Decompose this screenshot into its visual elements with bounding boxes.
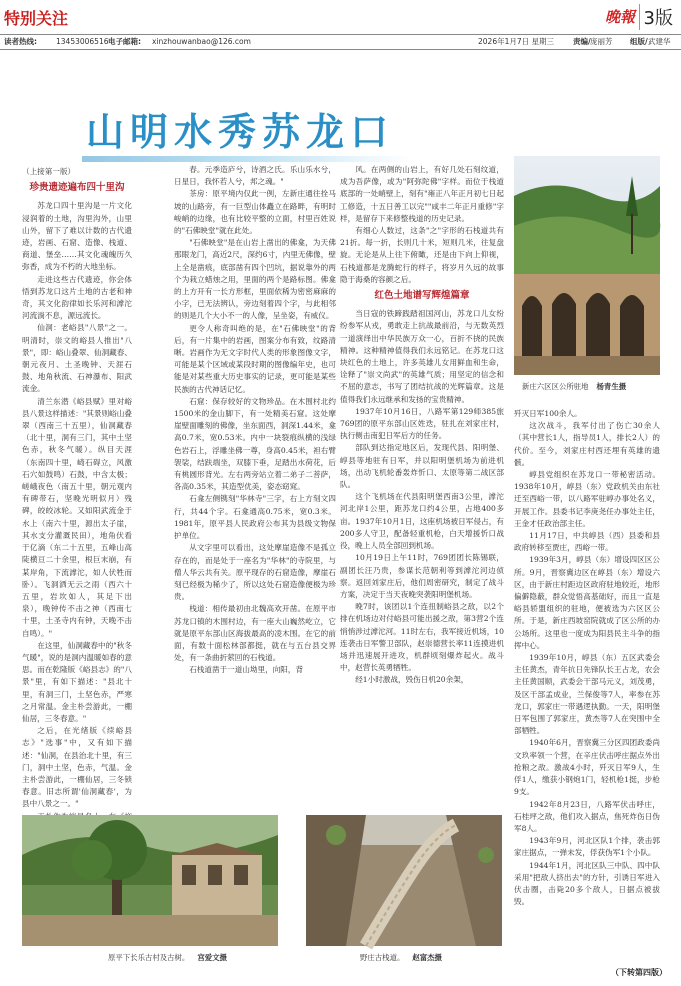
- paragraph: 1943年9月，河北区队1个排，袭击郭家庄据点，一弹未发，俘获伪军1个小队。: [514, 836, 660, 858]
- reader-phone: 13453006516: [56, 37, 109, 46]
- issue-date: 2026年1月7日 星期三: [478, 37, 555, 46]
- paragraph: 经1小时激战，毁伤日机20余架，: [355, 675, 469, 685]
- photo-caption-3: [360, 952, 442, 963]
- paragraph: 这次战斗，我军付出了伤亡30余人（其中营长1人，指导员1人，排长2人）的代价。至今，刘家庄村西还埋有英雄的遗骸。: [514, 421, 660, 467]
- continued-note: （上接第一版）: [22, 167, 76, 176]
- photo-caption-2: [108, 952, 227, 963]
- editor-name: 庞丽芳: [590, 37, 613, 46]
- photo-caption-1: [522, 381, 626, 392]
- paragraph: 11月17日，中共崞县（西）县委和县政府转移至贾庄，西峪一带。: [514, 531, 660, 553]
- email-label: 电子邮箱:: [108, 37, 141, 46]
- email-address[interactable]: xinzhouwanbao@126.com: [152, 37, 251, 46]
- paragraph: 风。在两侧的山岩上，有好几处石刻纹道，成为吾萨像，或为"阿弥陀佛"字样。而位于栈道底部的一处峭壁上，刻有"雍正八年正月初七日起工修造，十五日善工以完""咸丰二年正月重修"字样，是留存下来修整栈道的历史记录。: [340, 165, 504, 223]
- paragraph: 清兰东潜《峪县赋》里对峪县八景这样描述："其景则峪山叠翠（西南三十五里），仙洞藏春（北十里，洞有三门，其中土坚色赤，秋冬气暖）。纵目天涯（东南四十里，崎石碍立，风激石穴如鼓鸣）石鼓，中含太极；嵯峨夜色（南五十里，朝元观内有碑带石，坚晚光明似月）残碑，皎皎冰轮。又如阳武流金于水上（南六十里，源出太子崖，其水支分灌溉民田），地角伏看于亿滴（东二十五里，五峰山高陡横亘二十余里，根巨末崩，有某岸角，下流滹沱，如人伏牲而卧）。飞洞洒无云之雨（西六十五里，岩坎如人，其足下出泉），晚钟传不击之神（西南七十里，土圣寺内有钟，天晚不击自鸣）。": [22, 396, 132, 638]
- paragraph: 石龛左侧镌刻"华林寺"三字，右上方刻文四行，共44个字。石龛通高0.75米，宽0.3米。1981年，原平县人民政府公布其为县级文物保护单位。: [174, 494, 336, 541]
- section-title: 特别关注: [4, 9, 69, 28]
- page-header: [0, 0, 681, 34]
- article-title: 山明水秀苏龙口: [86, 101, 394, 156]
- paragraph: 1944年1月，河北区队三中队、四中队采用"把敌人挤出去"的方针，引诱日军进入伏击圈，击毙20多个敌人，日据点被拔毁。: [514, 860, 660, 907]
- paragraph: 仙洞：老峪县"八景"之一。明清时，崇文的峪县人推出"八景"，即：峪山叠翠、仙洞藏春、朝元夜月、土圣晚钟、天涯石鼓、地角秋流、石神瀑布、阳武流金。: [22, 323, 132, 394]
- paragraph: 歼灭日军100余人。: [514, 409, 582, 418]
- paragraph: "石佛映堂"是在山岩上凿出的佛龛，为天佛那眼龙门，高近2尺，深约6寸，内里无佛像，壁上全是凿痕，底部凿有四个凹坑，据说靠外的两个为栽立蜡烛之用，里面的两个是路标图。佛龛的上方开有一长方形框，里面依稀为密密麻麻的小字，已无法辨认，旁边刻着四个字，与此相邻的则是几个大小不一的人像，呈坐姿，有威仪。: [174, 238, 336, 321]
- hotline-bar: [0, 34, 681, 50]
- paragraph: 崞县党组织在苏龙口一带秘密活动。1938年10月，崞县（东）党政机关由东社迁至西峪一带，以八路军驻崞办事处名义，开展工作。县委书记李庚尧任办事处主任，王金才任政治部主任。: [514, 470, 660, 528]
- paragraph: 部队到达指定地区后，发现代县、阳明堡、崞县等地驻有日军，并以阳明堡机场为前进机场，出动飞机轮番轰炸忻口、太原等第二战区部队。: [340, 443, 504, 490]
- reader-label: 读者热线:: [4, 37, 37, 46]
- paragraph: 栈道：相传最初由北魏高欢开凿。在原平市苏龙口镇的木围村边，有一座大山巍然屹立，它就是原平东部山区海拔最高的凌木围。在它的前面，有数十面松林部都挺，就在与五台县交界处，有一条曲折萦回的石栈道。: [174, 604, 336, 663]
- photo-plank-road: [306, 815, 502, 946]
- paragraph: 石窟：保存较好的文物珍品。在木围村北约1500米的金山脚下，有一处精美石窟。这处摩崖壁面雕刻的佛像，坐东面西，洞深1.44米，龛高0.7米，宽0.53米。内中一块裂痕纵横的浅绿色岩石上，浮雕坐佛一尊，身高0.45米，袒右臂袈裟，结趺端坐，双膝下垂，足踏出水荷花，后有桃圆形背光。左右两旁站立着二弟子二菩萨，各高0.35米，其造型优美，姿态窈窕。: [174, 396, 336, 492]
- caption-author: 宫爱文摄: [197, 953, 227, 962]
- photo-ancient-tree: [22, 815, 278, 946]
- caption-author: 杨青生摄: [596, 382, 627, 391]
- newspaper-logo: 晚報: [604, 8, 635, 26]
- paragraph: 从文字里可以看出，这处摩崖造像不是孤立存在的，而是处于一座名为"华林"的寺院里，与僧人华云共有关。原平现存的石窟造像，摩崖石刻已经极为稀少了，所以这处石窟造像便极为珍贵。: [174, 543, 336, 602]
- photo-cave-dwellings: [514, 156, 660, 375]
- paragraph: 在这里，仙洞藏春中的"秋冬气暖"，说的是洞内温暖如春的意思。而在乾隆版《峪县志》的"八景"里，有如下描述："县北十里，有洞三门，土坚色赤，严寒之月常温。金主朴尝游此，一棚仙居，三冬春意。": [22, 640, 132, 723]
- page-number: 3版: [639, 4, 673, 30]
- paragraph: 这个飞机场在代县阳明堡西南3公里，滹沱河北岸1公里，距苏龙口约4公里，占地400多亩。1937年10月1日，这座机场被日军侵占，有200多人守卫，配备轻重机枪，白天增援忻口战役，晚上人员全部回到机场。: [340, 492, 504, 551]
- article-column-2: [174, 164, 336, 809]
- caption-author: 赵富杰摄: [412, 953, 442, 962]
- paragraph: 石栈道凿于一道山坳里，向阳，背: [189, 665, 304, 675]
- layout-label: 组版/: [630, 37, 648, 46]
- caption-text: 野庄古栈道。: [360, 953, 405, 962]
- editor-label: 责编/: [573, 37, 591, 46]
- subhead-red-land: 红色土地谱写辉煌篇章: [374, 290, 470, 302]
- article-column-3: [340, 164, 504, 809]
- paragraph: 当日寇的铁蹄践踏祖国河山，苏龙口儿女纷纷参军从戎，勇敢走上抗战最前沿，与无数英烈一道演绎出中华民族万众一心，百折不挠的民族精神。这种精神值得我们永远铭记。在苏龙口这块红色的土地上，许多英雄儿女用鲜血和生命，诠释了"崇文尚武"的英雄气质；用坚定的信念和不屈的意志，书写了团结抗战的光辉篇章。这是值得我们永远继承和发扬的宝贵精神。: [340, 309, 504, 404]
- paragraph: 有细心人数过，这条"之"字形的石栈道共有21折。每一折，长则几十米，短则几米，往复盘旋。无论是从上往下俯瞰，还是由下向上仰视，石栈道都是龙腾蛇行的样子，将岁月久远的故事隐于海桑的容颜之后。: [340, 226, 504, 284]
- paragraph: 1942年8月23日，八路军伏击呼庄，石桂坪之敌，他们攻入据点，焦死炸伤日伪军8人。: [514, 799, 660, 833]
- layout-name: 武建华: [648, 37, 671, 46]
- continued-footer: （下转第四版）: [611, 968, 667, 977]
- paragraph: 春。元季造庐兮，诗酒之氏。乐山乐水兮，日星日，我怀若人兮，邦之魂。": [174, 165, 336, 187]
- paragraph: 1939年10月，崞县（东）五区武委会主任黄杰，青年抗日先锋队长王占龙，农会主任黄国顺，武委会干部马元义，刘茂勇，及区干部孟成业，兰保俊等7人，率参在苏龙口，郭家庄一带遇逻执勤。一天，阳明堡日军包围了郭家庄，黄杰等7人在突围中全部牺牲。: [514, 653, 660, 736]
- paragraph: 更令人称奇叫绝的是，在"石佛映堂"的背后，有一片集中的岩画，图案分布有致，纹路清晰。岩画作为无文字时代人类的形象图像文字，可能是某个区域或某段时期的图像编年史，也可能是对某些重大历史事实的记录，更可能是某些民族的古代神话记忆。: [174, 323, 336, 394]
- paragraph: 1939年3月，崞县（东）增设四区区公所。9月，晋察冀边区在崞县（东）增设六区，由于新庄村距边区政府驻地较近，地形偏僻隐蔽，群众觉悟高基础好，而且一直是峪县轿盟组织的驻地，便被选为六区区公所。于是，新庄西坡窑院就成了区公所的办公场所。这里也一度成为阳县民主斗争的指挥中心。: [514, 555, 660, 650]
- paragraph: 10月19日上午11时，769团团长陈锡联，副团长汪乃贵，参谋长范朝利等到滹沱河边侦察。返回刘家庄后，他们周密研究，制定了战斗方案，决定于当天夜晚突袭阳明堡机场。: [340, 553, 504, 599]
- paragraph: 1940年6月，晋察冀三分区四团政委尚文玖率领一个营，在辛庄伏击呼庄据点外出抢粮之敌。激战4小时，歼灭日军9人，生俘1人，缴获小钢炮1门，轻机枪1挺，步枪9支。: [514, 738, 660, 797]
- article-column-4: [514, 408, 660, 963]
- paragraph: 1937年10月16日，八路军第129师385旅769团的原平东部山区姓迭，驻扎在刘家庄村，执行侧击南犯日军后方的任务。: [340, 406, 504, 441]
- article-column-1: [22, 164, 132, 809]
- subhead-relics: 珍贵遗迹遍布四十里沟: [29, 182, 125, 194]
- paragraph: 茶房：原平境内仅此一例，左新庄通往拴马坡的山路旁，有一巨型山体矗立在路畔，有明时峻峭的边缘，也有比较平整的立面，村里百姓说的"石佛映堂"就在此处。: [174, 189, 336, 236]
- paragraph: 走进这些古代遗迹，你会体悟到苏龙口这片土地的古老和神奇，其文化韵律如长乐河和滹沱河流淌不息，源远流长。: [22, 274, 132, 321]
- paragraph: 晚7时，该团以1个连扭制峪县之敌，以2个排在机场边对付峪县可能出援之敌，第3营2个连悄悄涉过滹沱河。11时左右，我军接近机场，10连袭击日军警卫部队，赵崇德营长率11连摸进机场并迅速展开进攻，机群顷刻爆炸起火。战斗中，赵营长英勇牺牲。: [340, 602, 504, 673]
- paragraph: 苏龙口四十里沟是一片文化浸润着的土地，沟里沟外，山里山外，留下了难以计数的古代遗迹，岩画、石窟、造像、栈道、商道、堡垒……其文化魂魄历久弥香，成为不朽的大地坐标。: [22, 201, 132, 272]
- caption-text: 原平下长乐古村及古树。: [108, 953, 190, 962]
- caption-text: 新庄六区区公所驻地: [522, 382, 589, 391]
- paragraph: 之后，在光绪版《续峪县志》"选事"中，又有如下描述："仙洞，在县治北十里，有三门，洞中土坚，色赤，气温。金主朴尝游此，一棚仙居，三冬锁春意。旧志所谓'仙洞藏春'，为县中八景之一。": [22, 726, 132, 809]
